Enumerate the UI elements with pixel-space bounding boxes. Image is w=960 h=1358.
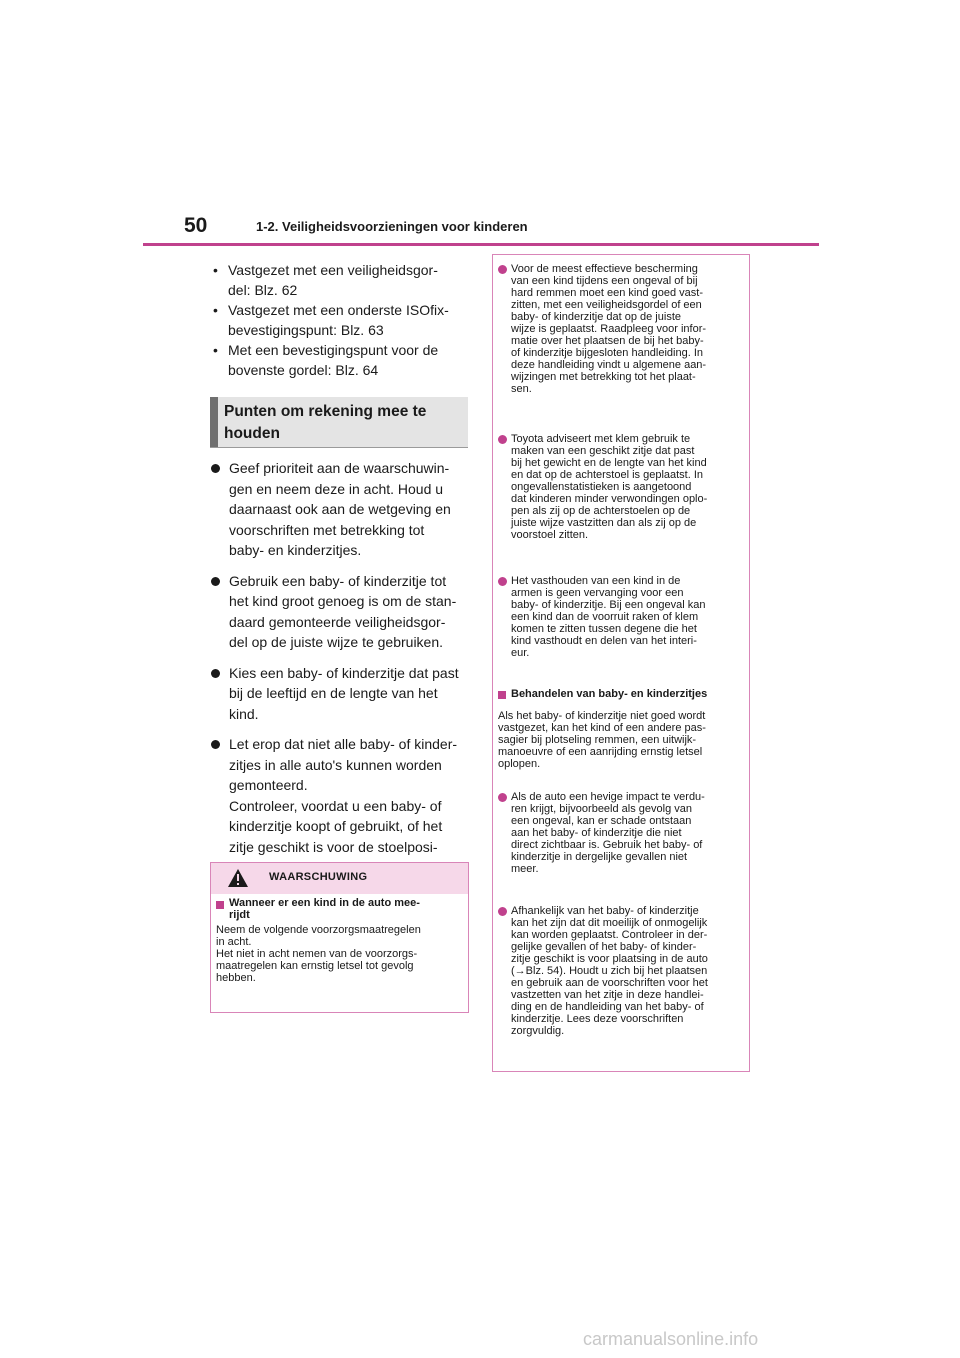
point-item [210, 458, 468, 561]
points-list [210, 458, 468, 888]
warning-subheading: Wanneer er een kind in de auto mee- rijdt [229, 897, 420, 921]
warning-box [210, 862, 469, 1013]
square-bullet-icon [216, 901, 224, 909]
caution-subheading: Behandelen van baby- en kinderzitjes [511, 688, 708, 700]
caution-paragraph: Als het baby- of kinderzitje niet goed wordt vastgezet, kan het kind of een andere pas- sagier bij plotseling remmen, een uitwijk- manoeuvre of een aanrijding ernstig letsel oplopen. [498, 710, 706, 770]
bullet-dot-icon [211, 740, 220, 749]
bullet-dot-icon [498, 577, 507, 586]
bullet-item: • Vastgezet met een onderste ISOfix- bevestigingspunt: Blz. 63 [210, 300, 468, 340]
warning-title: WAARSCHUWING [269, 871, 368, 883]
header-rule [143, 243, 819, 246]
caution-text: Het vasthouden van een kind in de armen is geen vervanging voor een baby- of kinderzitje. Bij een ongeval kan een kind dan de voorruit raken of klem komen te zitten tussen degene die het kind vasthoudt en delen van het interi- eur. [511, 575, 706, 659]
bullet-dot-icon [211, 464, 220, 473]
bullet-dot-icon [498, 265, 507, 274]
caution-text: Afhankelijk van het baby- of kinderzitje kan het zijn dat dit moeilijk of onmogelijk kan worden geplaatst. Controleer in der- gelijke gevallen of het baby- of kinder- zitje geschikt is voor plaatsing in de auto (→Blz. 54). Houdt u zich bij het plaatsen en gebruik aan de voorschriften voor het vastzetten van het zitje in deze handlei- ding en de handleiding van het baby- of kinderzitje. Lees deze voorschriften zorgvuldig. [511, 905, 708, 1037]
caution-text: Toyota adviseert met klem gebruik te maken van een geschikt zitje dat past bij het gewicht en de lengte van het kind en dat op de achterstoel is geplaatst. In ongevallenstatistieken is aangetoond dat kinderen minder verwondingen oplo- pen als zij op de achterstoelen op de juiste wijze vastzitten dan als zij op de voorstoel zitten. [511, 433, 708, 541]
bullet-list [210, 260, 468, 380]
watermark: carmanualsonline.info [583, 1329, 759, 1349]
point-text: Kies een baby- of kinderzitje dat past bij de leeftijd en de lengte van het kind. [229, 664, 459, 722]
warning-triangle-icon [227, 868, 249, 893]
bullet-dot-icon [498, 907, 507, 916]
caution-text: Als de auto een hevige impact te verdu- ren krijgt, bijvoorbeeld als gevolg van een ongeval, kan er schade ontstaan aan het baby- of kinderzitje die niet direct zichtbaar is. Gebruik het baby- of kinderzitje in dergelijke gevallen niet meer. [511, 791, 705, 875]
point-item [210, 571, 468, 653]
section-title: 1-2. Veiligheidsvoorzieningen voor kinderen [256, 219, 528, 234]
point-item [210, 734, 468, 878]
warning-header [211, 863, 468, 894]
square-bullet-icon [498, 691, 506, 699]
warning-text: Neem de volgende voorzorgsmaatregelen in acht. Het niet in acht nemen van de voorzorgs- maatregelen kan ernstig letsel tot gevolg hebben. [216, 924, 421, 984]
caution-text: Voor de meest effectieve bescherming van een kind tijdens een ongeval of bij hard remmen moet een kind goed vast- zitten, met een veiligheidsgordel of een baby- of kinderzitje dat op de juiste wijze is geplaatst. Raadpleeg voor infor- matie over het plaatsen de bij het baby- of kinderzitje bijgesloten handleiding. In deze handleiding vindt u algemene aan- wijzingen met betrekking tot het plaat- sen. [511, 263, 707, 395]
bullet-dot-icon [211, 577, 220, 586]
point-subtext: Controleer, voordat u een baby- of kinderzitje koopt of gebruikt, of het zitje geschikt is voor de stoelposi- [229, 797, 443, 855]
heading-bar [210, 397, 218, 447]
point-text: Let erop dat niet alle baby- of kinder- zitjes in alle auto's kunnen worden gemonteerd. [229, 736, 458, 793]
bullet-dot-icon [498, 435, 507, 444]
page-number: 50 [184, 214, 208, 237]
heading-text: Punten om rekening mee te houden [224, 403, 427, 442]
bullet-list-container [210, 260, 468, 380]
point-text: Geef prioriteit aan de waarschuwin- gen en neem deze in acht. Houd u daarnaast ook aan de wetgeving en voorschriften met betrekking tot baby- en kinderzitjes. [229, 460, 451, 558]
point-text: Gebruik een baby- of kinderzitje tot het kind groot genoeg is om de stan- daard gemonteerde veiligheidsgor- del op de juiste wijze te gebruiken. [229, 572, 457, 650]
section-heading [210, 397, 468, 448]
bullet-item: • Met een bevestigingspunt voor de bovenste gordel: Blz. 64 [210, 340, 468, 380]
bullet-dot-icon [211, 669, 220, 678]
bullet-item: • Vastgezet met een veiligheidsgor- del: Blz. 62 [210, 260, 468, 300]
bullet-dot-icon [498, 793, 507, 802]
caution-box [492, 254, 750, 1072]
point-item [210, 663, 468, 725]
